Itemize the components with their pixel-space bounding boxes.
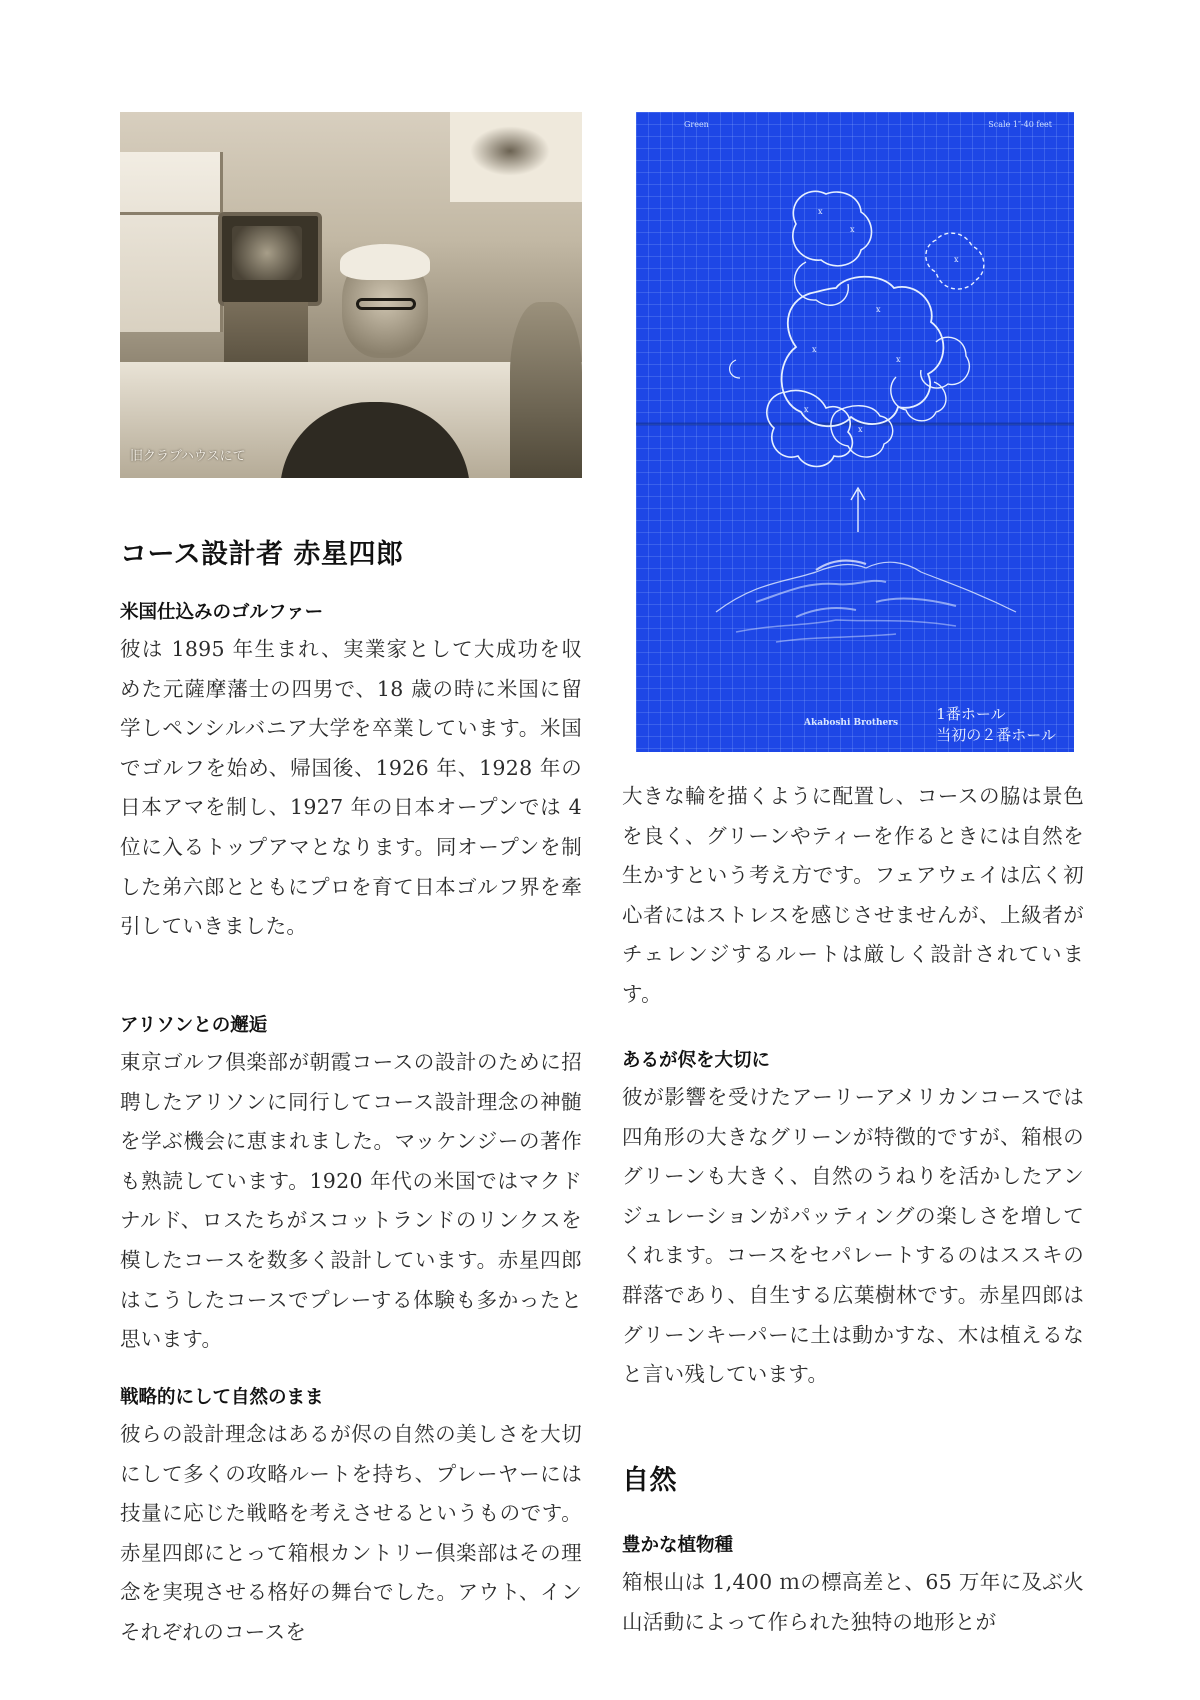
- blueprint-caption-line1: 1番ホール: [936, 705, 1006, 723]
- subheading-natural: あるが侭を大切に: [622, 1050, 771, 1071]
- photo-glasses: [356, 298, 416, 310]
- green-mark-left: [730, 360, 740, 378]
- paragraph-strategy: 彼らの設計理念はあるが侭の自然の美しさを大切にして多くの攻略ルートを持ち、プレーヤーには技量に応じた戦略を考えさせるというものです。赤星四郎にとって箱根カントリー倶楽部はその理念を実現させる格好の舞台でした。アウト、インそれぞれのコースを: [120, 1422, 582, 1644]
- blueprint-mark-8: x: [858, 425, 863, 434]
- blueprint-caption-line2: 当初の２番ホール: [936, 726, 1056, 744]
- photo-caption: 旧クラブハウスにて: [130, 449, 246, 464]
- subheading-plants: 豊かな植物種: [622, 1535, 734, 1556]
- blueprint-caption: [936, 704, 1056, 746]
- paragraph-course-layout: 大きな輪を描くように配置し、コースの脇は景色を良く、グリーンやティーを作るときには自然を生かすという考え方です。フェアウェイは広く初心者にはストレスを感じさせませんが、上級者がチェレンジするルートは厳しく設計されています。: [622, 784, 1084, 1006]
- subheading-alison: アリソンとの邂逅: [120, 1015, 268, 1036]
- green-outline-right: [921, 337, 970, 388]
- paragraph-greens: 彼が影響を受けたアーリーアメリカンコースでは四角形の大きなグリーンが特徴的ですが、箱根のグリーンも大きく、自然のうねりを活かしたアンジュレーションがパッティングの楽しさを増してくれます。コースをセパレートするのはススキの群落であり、自生する広葉樹林です。赤星四郎はグリーンキーパーに土は動かすな、木は植えるなと言い残しています。: [622, 1085, 1084, 1387]
- blueprint-mark-5: x: [896, 355, 901, 364]
- photo-window: [120, 152, 223, 332]
- green-outline-lower-left: [767, 391, 853, 467]
- green-outline-right-lower: [891, 377, 946, 421]
- photo-second-person: [510, 302, 582, 478]
- blueprint-mountain-shading-1: [756, 581, 956, 617]
- photo-tv-screen: [232, 226, 302, 280]
- blueprint-mountain-outline: [716, 562, 1016, 612]
- blueprint-mark-3: x: [876, 305, 881, 314]
- blueprint-mark-7: x: [804, 405, 809, 414]
- blueprint-scale-label: Scale 1″-40 feet: [988, 120, 1052, 129]
- photo-person-hair: [340, 244, 430, 280]
- blueprint-drawing: [636, 112, 1074, 752]
- blueprint-mountain-shading-2: [736, 620, 956, 642]
- paragraph-biography: 彼は 1895 年生まれ、実業家として大成功を収めた元薩摩藩士の四男で、18 歳の時に米国に留学しペンシルバニア大学を卒業しています。米国でゴルフを始め、帰国後、1926 年、1928 年の日本アマを制し、1927 年の日本オープンでは 4 位に入るトップアマとなります。同オープンを制した弟六郎とともにプロを育て日本ゴルフ界を牽引していきました。: [120, 637, 582, 939]
- blueprint-brand: Akaboshi Brothers: [804, 718, 899, 728]
- photo-television: [218, 212, 322, 306]
- course-blueprint: [636, 112, 1074, 752]
- blueprint-mark-1: x: [818, 207, 823, 216]
- subheading-american-golfer: 米国仕込みのゴルファー: [120, 602, 324, 623]
- green-outline-top: [793, 191, 872, 266]
- section-title-nature: 自然: [622, 1465, 677, 1496]
- blueprint-mark-6: x: [954, 255, 959, 264]
- clubhouse-photo: [120, 112, 582, 478]
- blueprint-mark-2: x: [850, 225, 855, 234]
- paragraph-plants: 箱根山は 1,400 ｍの標高差と、65 万年に及ぶ火山活動によって作られた独特の地形とが: [622, 1570, 1084, 1634]
- photo-wall-art: [450, 112, 582, 202]
- paragraph-alison: 東京ゴルフ倶楽部が朝霞コースの設計のために招聘したアリソンに同行してコース設計理念の神髄を学ぶ機会に恵まれました。マッケンジーの著作も熟読しています。1920 年代の米国ではマクドナルド、ロスたちがスコットランドのリンクスを模したコースを数多く設計しています。赤星四郎はこうしたコースでプレーする体験も多かったと思います。: [120, 1050, 582, 1352]
- blueprint-mark-4: x: [812, 345, 817, 354]
- subheading-strategy: 戦略的にして自然のまま: [120, 1387, 324, 1408]
- blueprint-top-left-label: Green: [684, 120, 709, 129]
- section-title-designer: コース設計者 赤星四郎: [120, 539, 404, 570]
